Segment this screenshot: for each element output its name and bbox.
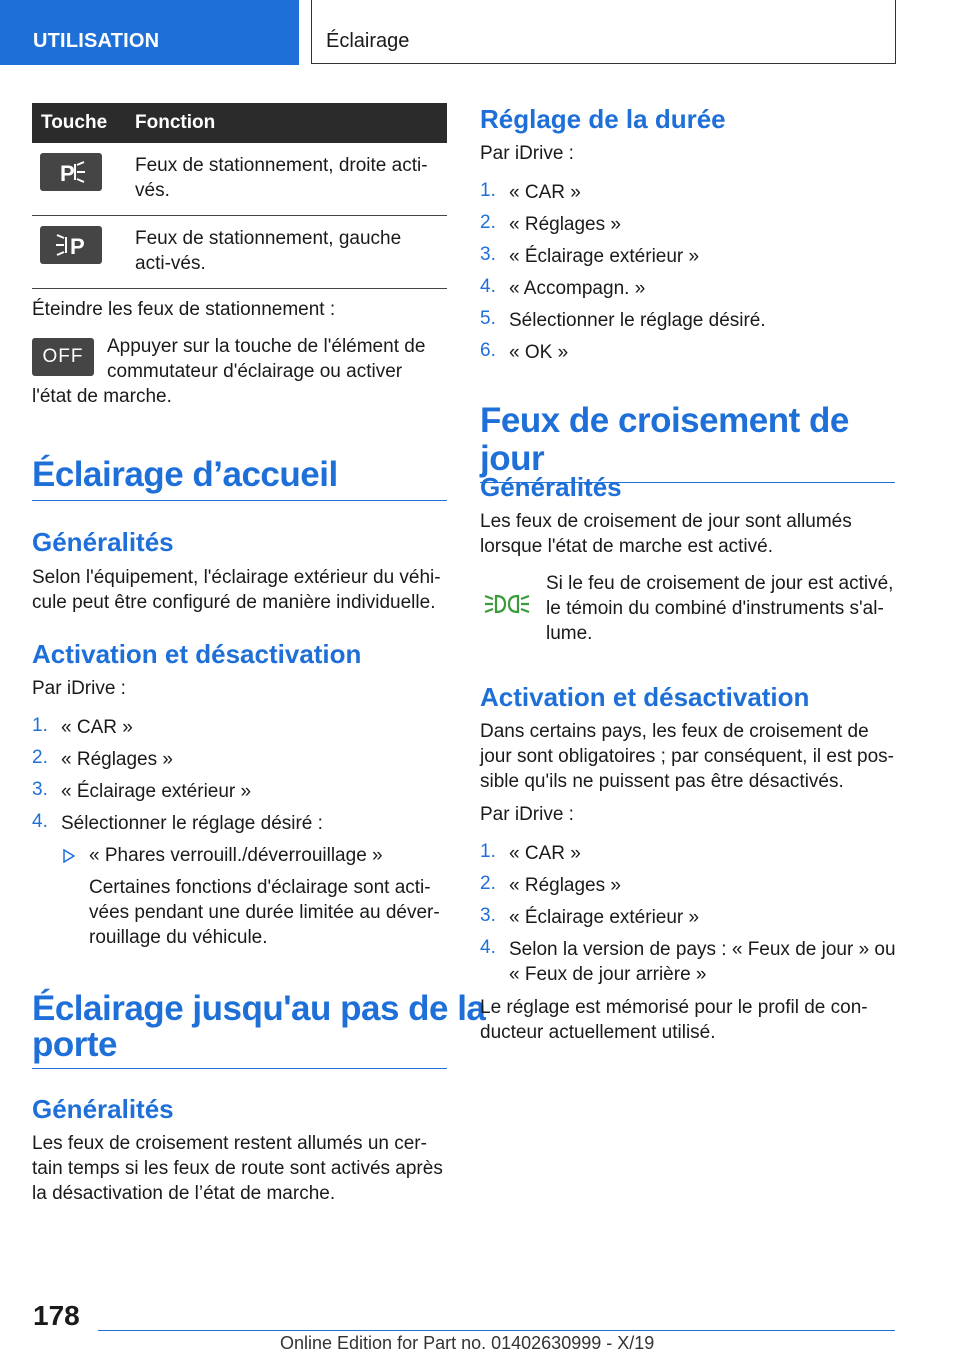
list-item: « Réglages »: [61, 749, 173, 770]
step-number: 1.: [480, 180, 496, 201]
list-item: Sélectionner le réglage désiré.: [509, 310, 766, 331]
svg-text:P: P: [60, 161, 75, 186]
footer-divider: [98, 1330, 895, 1331]
triangle-bullet-icon: [63, 849, 75, 868]
off-button-icon: OFF: [32, 338, 94, 376]
table-header-row: [32, 103, 447, 143]
table-cell-function: Feux de stationnement, droite acti-vés.: [127, 143, 447, 216]
welcome-title: Éclairage d’accueil: [32, 456, 447, 501]
step-number: 3.: [32, 779, 48, 800]
list-item: « OK »: [509, 342, 569, 363]
off-intro: Éteindre les feux de stationnement :: [32, 299, 336, 320]
step-number: 2.: [480, 873, 496, 894]
drl-general-title: Généralités: [480, 472, 622, 502]
section-tab: [0, 0, 299, 65]
page-number: 178: [33, 1300, 80, 1331]
step-number: 5.: [480, 308, 496, 329]
step-number: 1.: [480, 841, 496, 862]
daytime-running-light-icon: [483, 590, 531, 623]
svg-text:P: P: [70, 234, 85, 259]
drl-title: Feux de croisement de jour: [480, 402, 895, 483]
chapter-header: [311, 0, 896, 64]
step-number: 2.: [32, 747, 48, 768]
step-number: 4.: [480, 937, 496, 958]
parking-light-left-icon: [40, 226, 102, 264]
section-label: UTILISATION: [33, 30, 160, 52]
list-item: « Réglages »: [509, 875, 621, 896]
list-item: « Éclairage extérieur »: [509, 907, 700, 928]
chapter-label: Éclairage: [326, 30, 410, 52]
column-header-function: Fonction: [127, 103, 447, 143]
step-number: 1.: [32, 715, 48, 736]
door-title-line1: Éclairage jusqu'au pas de la: [32, 989, 486, 1028]
welcome-general-text: Selon l'équipement, l'éclairage extérieur du véhi-cule peut être configuré de manière individuelle.: [32, 567, 441, 613]
welcome-general-title: Généralités: [32, 527, 174, 557]
list-item: « CAR »: [509, 843, 581, 864]
drl-activation-title: Activation et désactivation: [480, 682, 810, 712]
step-number: 6.: [480, 340, 496, 361]
off-text-line1: Appuyer sur la touche de l'élément de: [107, 336, 426, 357]
step-number: 3.: [480, 905, 496, 926]
list-item: Selon la version de pays : « Feux de jour » ou « Feux de jour arrière »: [509, 939, 896, 985]
column-header-key: Touche: [32, 103, 127, 143]
welcome-sub-text: Certaines fonctions d'éclairage sont acti-vées pendant une durée limitée au déver-rouillage du véhicule.: [89, 877, 440, 948]
welcome-activation-title: Activation et désactivation: [32, 639, 362, 669]
drl-general-text: Les feux de croisement de jour sont allumés lorsque l'état de marche est activé.: [480, 511, 852, 557]
table-cell-function: Feux de stationnement, gauche acti-vés.: [127, 216, 447, 289]
list-item: « Accompagn. »: [509, 278, 646, 299]
list-item: « CAR »: [509, 182, 581, 203]
drl-footer-text: Le réglage est mémorisé pour le profil de con-ducteur actuellement utilisé.: [480, 997, 868, 1043]
list-item: « Éclairage extérieur »: [509, 246, 700, 267]
drl-par-idrive: Par iDrive :: [480, 804, 574, 825]
step-number: 2.: [480, 212, 496, 233]
off-text-line2: commutateur d'éclairage ou activer: [107, 361, 403, 382]
duration-par-idrive: Par iDrive :: [480, 143, 574, 164]
table-row: [32, 143, 447, 216]
sub-list-item: « Phares verrouill./déverrouillage »: [89, 845, 383, 866]
list-item: « CAR »: [61, 717, 133, 738]
off-text-line3: l'état de marche.: [32, 386, 172, 407]
drl-activation-text: Dans certains pays, les feux de croisement de jour sont obligatoires ; par conséquent, il est pos-sible qu'ils ne puissent pas être désactivés.: [480, 721, 895, 792]
door-general-text: Les feux de croisement restent allumés un cer-tain temps si les feux de route sont activés après la désactivation de l’état de marche.: [32, 1133, 443, 1204]
step-number: 4.: [32, 811, 48, 832]
step-number: 4.: [480, 276, 496, 297]
door-title-line2: porte: [32, 1026, 447, 1069]
edition-text: Online Edition for Part no. 01402630999 - X/19: [280, 1333, 655, 1353]
door-general-title: Généralités: [32, 1094, 174, 1124]
list-item: Sélectionner le réglage désiré :: [61, 813, 323, 834]
duration-title: Réglage de la durée: [480, 104, 726, 134]
welcome-par-idrive: Par iDrive :: [32, 678, 126, 699]
list-item: « Réglages »: [509, 214, 621, 235]
parking-light-right-icon: [40, 153, 102, 191]
list-item: « Éclairage extérieur »: [61, 781, 252, 802]
table-row: [32, 216, 447, 289]
key-function-table: [32, 103, 447, 289]
step-number: 3.: [480, 244, 496, 265]
drl-indicator-text: Si le feu de croisement de jour est activé, le témoin du combiné d'instruments s'al-lume.: [546, 573, 894, 644]
